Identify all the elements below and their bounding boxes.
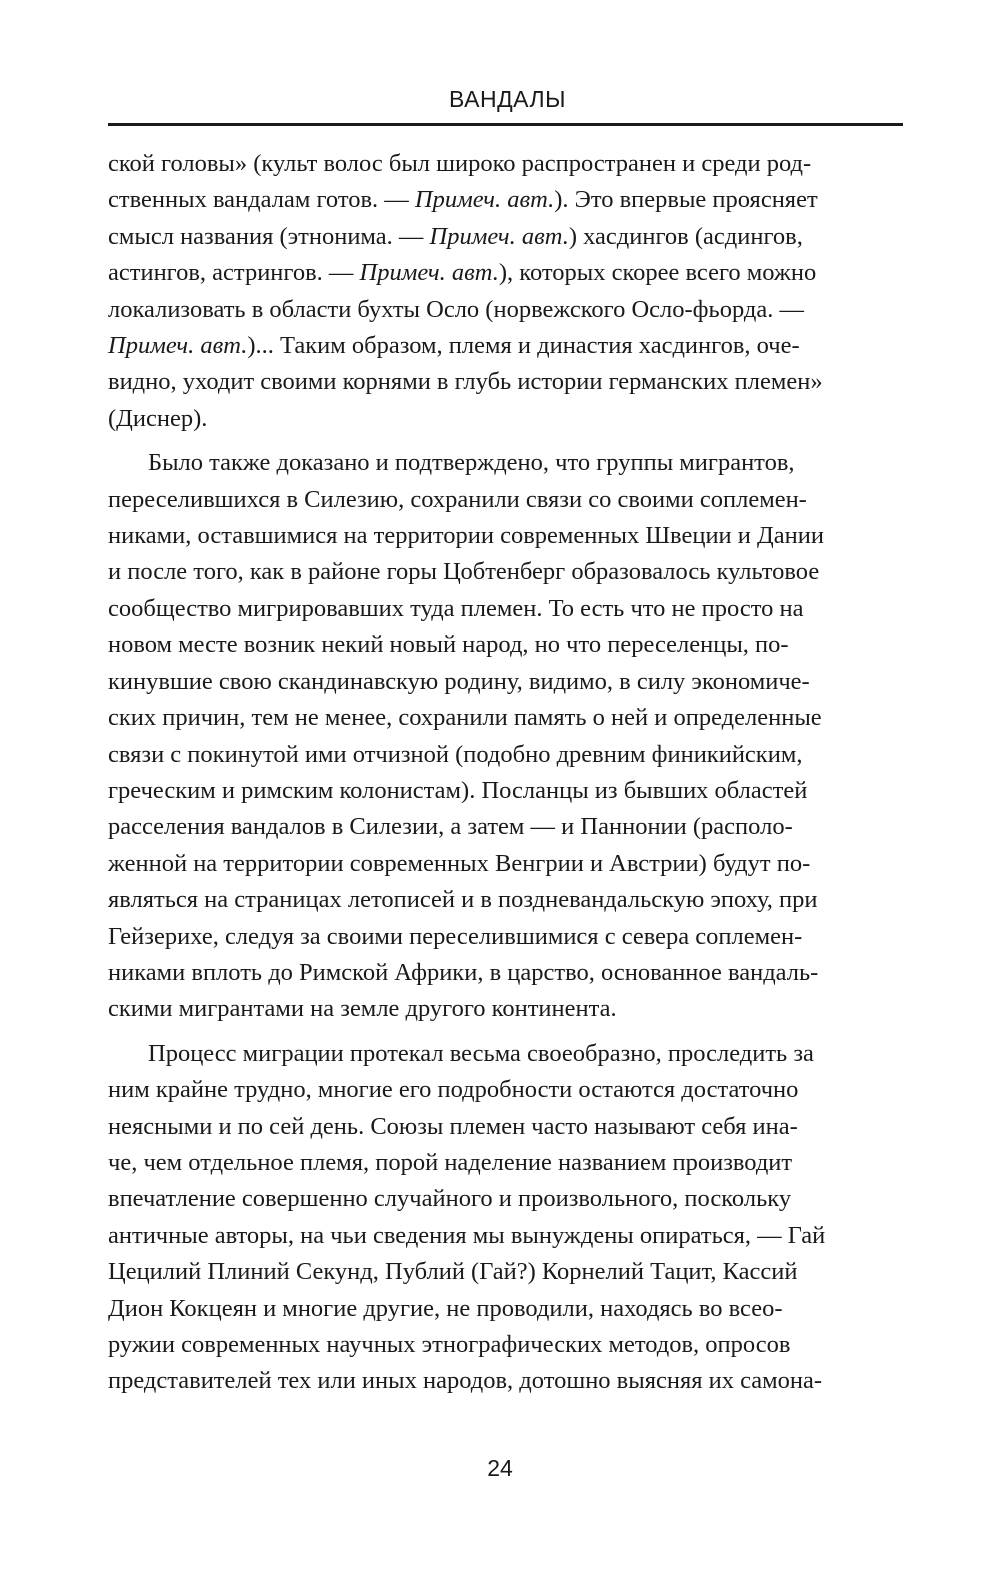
author-note: Примеч. авт. [429,222,569,250]
text-run: расселения вандалов в Силезии, а затем — и Паннонии (располо- [108,813,793,841]
author-note: Примеч. авт. [414,186,555,214]
text-run: женной на территории современных Венгрии и Австрии) будут по- [108,849,811,877]
text-run: локализовать в области бухты Осло (норвежского Осло-фьорда. — [108,295,804,323]
page-number: 24 [487,1455,513,1481]
text-run: Цецилий Плиний Секунд, Публий (Гай?) Корнелий Тацит, Кассий [108,1258,798,1286]
text-run: ской головы» (культ волос был широко распространен и среди род- [108,150,812,177]
header-rule [108,123,903,126]
text-run: Дион Кокцеян и многие другие, не проводили, находясь во всео- [108,1294,783,1322]
text-run: новом месте возник некий новый народ, но что переселенцы, по- [108,631,789,659]
text-run: связи с покинутой ими отчизной (подобно древним финикийским, [108,740,803,768]
text-run: ), которых скорее всего можно [498,259,817,287]
paragraph [108,445,903,1028]
text-run: неясными и по сей день. Союзы племен часто называют себя ина- [108,1112,798,1140]
running-head: ВАНДАЛЫ [449,86,566,112]
author-note: Примеч. авт. [108,332,248,360]
text-run: ских причин, тем не менее, сохранили память о ней и определенные [108,704,822,732]
text-run: сообщество мигрировавших туда племен. То есть что не просто на [108,594,804,622]
paragraph [108,146,903,437]
text-run: скими мигрантами на земле другого континента. [108,995,617,1023]
text-run: представителей тех или иных народов, дотошно выясняя их самона- [108,1367,823,1395]
text-run: античные авторы, на чьи сведения мы вынуждены опираться, — Гай [108,1221,826,1249]
text-run: Гейзерихе, следуя за своими переселившимися с севера соплемен- [108,922,803,950]
text-run: ) хасдингов (асдингов, [568,222,803,250]
paragraph [108,1036,903,1400]
text-run: никами вплоть до Римской Африки, в царство, основанное вандаль- [108,958,819,986]
text-run: являться на страницах летописей и в поздневандальскую эпоху, при [108,886,818,914]
text-run: впечатление совершенно случайного и произвольного, поскольку [108,1185,792,1213]
text-run: ним крайне трудно, многие его подробности остаются достаточно [108,1076,799,1104]
text-run: кинувшие свою скандинавскую родину, видимо, в силу экономиче- [108,667,810,695]
author-note: Примеч. авт. [359,259,499,287]
text-run: ружии современных научных этнографических методов, опросов [108,1331,791,1358]
body-text [108,146,903,1400]
text-run: видно, уходит своими корнями в глубь истории германских племен» [108,368,823,396]
text-run: ). Это впервые проясняет [554,186,818,214]
text-run: никами, оставшимися на территории современных Швеции и Дании [108,522,824,550]
text-run: смысл названия (этнонима. — [108,222,430,250]
text-run: и после того, как в районе горы Цобтенберг образовалось культовое [108,558,820,586]
text-run: )... Таким образом, племя и династия хасдингов, оче- [247,332,800,360]
text-run: Было также доказано и подтверждено, что группы мигрантов, [148,449,795,477]
text-run: греческим и римским колонистам). Посланцы из бывших областей [108,776,808,804]
text-run: Процесс миграции протекал весьма своеобразно, проследить за [148,1039,814,1067]
text-run: переселившихся в Силезию, сохранили связи со своими соплемен- [108,485,807,513]
text-run: че, чем отдельное племя, порой наделение названием производит [108,1148,793,1176]
text-run: ственных вандалам готов. — [108,186,415,214]
text-run: астингов, астрингов. — [108,259,360,287]
text-run: (Диснер). [108,404,208,432]
